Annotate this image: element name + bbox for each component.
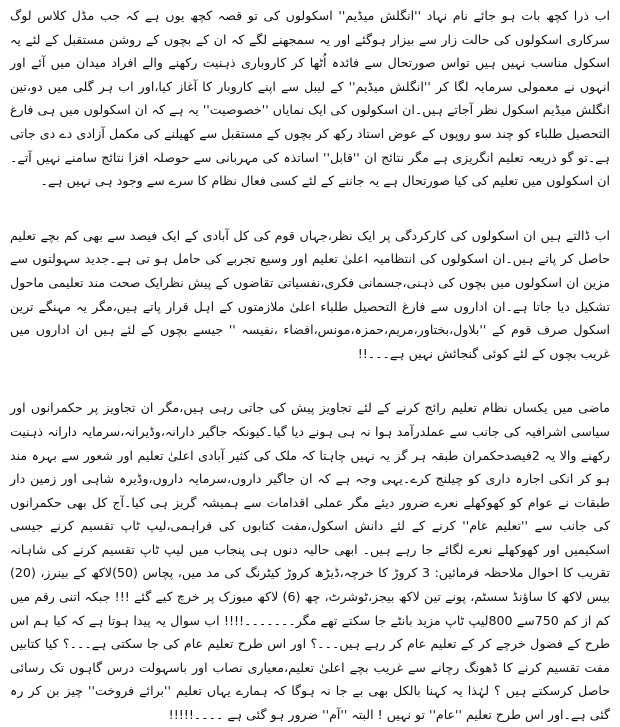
article-paragraph-english-medium-schools: اب ذرا کچھ بات ہو جائے نام نہاد ''انگلش میڈیم'' اسکولوں کی تو قصہ کچھ یوں ہے کہ جب مڈل کلاس لوگ سرکاری اسکولوں کی حالت زار سے بیزار ہوگئے اور یہ سمجھنے لگے کہ ان کے بچوں کے روشن مستقبل کے لئے یہ اسکول مناسب نہیں ہیں تواس صورتحال سے فائدہ اُٹھا کر کاروباری ذہنیت رکھنے والے افراد میدان میں آئے اور انہوں نے معمولی سرمایہ لگا کر ''انگلش میڈیم'' کے لیبل سے اپنے کاروبار کا آغاز کیا،اور اب ہر گلی میں دو،تین انگلش میڈیم اسکول نظر آجاتے ہیں۔ان اسکولوں کی ایک نمایاں ''خصوصیت'' یہ ہے کہ ان اسکولوں میں ہی فارغ التحصیل طلباء کو چند سو روپوں کے عوض استاد رکھ کر بچوں کے مستقبل سے کھیلنے کی مکمل آزادی دے دی جاتی ہے۔تو گو ذریعہ تعلیم انگریزی ہے مگر نتائج ان ''قابل'' اساتذہ کی مہربانی سے حوصلہ افزا نتائج سامنے نہیں آتے۔ان اسکولوں میں تعلیم کی کیا صورتحال ہے یہ جاننے کے لئے کسی فعال نظام کا سرے سے وجود ہی نہیں ہے۔ [10,8,610,189]
article-paragraph-uniform-education: ماضی میں یکساں نظام تعلیم رائج کرنے کے لئے تجاویز پیش کی جاتی رہی ہیں،مگر ان تجاویز پر حکمرانوں اور سیاسی اشرافیہ کی جانب سے عملدرآمد ہوا نہ ہی ہونے دیا گیا۔کیونکہ جاگیر دارانہ،وڈیرانہ،سرمایہ دارانہ ذہنیت رکھنے والا یہ 2فیصدحکمران طبقہ ہر گز یہ نہیں چاہتا کہ ملک کی کثیر آبادی اعلیٰ تعلیم اور شعور سے بہرہ مند ہو کر انکی اجارہ داری کو چیلنج کرے۔یہی وجہ ہے کہ ان جاگیر داروں،سرمایہ داروں،وڈیرہ شاہی اور زمین دار طبقات نے عوام کو کھوکھلے نعرے ضرور دیئے مگر عملی اقدامات سے ہمیشہ گریز ہی کیا۔آج کل بھی حکمرانوں کی جانب سے ''تعلیم عام'' کرنے کے لئے دانش اسکول،مفت کتابوں کی فراہمی،لیپ ٹاپ تقسیم کرنے جیسی اسکیمیں اور کھوکھلے نعرے لگائے جا رہے ہیں۔ ابھی حالیہ دنوں ہی پنجاب میں لیپ ٹاپ تقسیم کرنے کی شاہانہ تقریب کا احوال ملاحظہ فرمائیں: 3 کروڑ کا خرچہ،ڈیڑھ کروڑ کیٹرنگ کی مد میں، پچاس (50)لاکھ کے بینرز، (20) بیس لاکھ کا ساؤنڈ سسٹم، پونے تین لاکھ بیجز،ٹوشرٹ، چھ (6) لاکھ میوزک پر خرچ کیے گئے !!! جبکہ اتنی رقم میں کم از کم 750سے 800لیپ ٹاپ مزید بانٹے جا سکتے تھے مگر۔۔۔۔۔۔۔!!!! اب سوال یہ پیدا ہوتا ہے کہ کیا ہم اس طرح کے فضول خرچے کر کے تعلیم عام کر رہے ہیں۔۔۔؟ اور اس طرح تعلیم عام کی جا سکتی ہے۔۔۔؟ کیا کتابیں مفت تقسیم کرنے کا ڈھونگ رچانے سے غریب بچے اعلیٰ تعلیم،معیاری نصاب اور باسہولت درس گاہوں تک رسائی حاصل کرسکتے ہیں ؟ لہٰذا یہ کہنا بالکل بھی بے جا نہ ہوگا کہ ہمارے یہاں تعلیم ''برائے فروخت'' چیز بن کر رہ گئی ہے۔اور اس طرح تعلیم ''عام'' تو نہیں ! البتہ ''آم'' ضرور ہو گئی ہے ۔۔۔۔!!!!! [10,400,611,723]
article-paragraph-elite-schools: اب ڈالتے ہیں ان اسکولوں کی کارکردگی پر ایک نظر،جہاں قوم کی کل آبادی کے ایک فیصد سے بھی کم بچے تعلیم حاصل کر پاتے ہیں۔ان اسکولوں کی انتظامیہ اعلیٰ تعلیم اور وسیع تجربے کی حامل ہو تی ہے۔جدید سہولتوں سے مزین ان اسکولوں میں بچوں کی ذہنی،جسمانی فکری،نفسیاتی تقاضوں کے پیش نظرایک صحت مند تعلیمی ماحول تشکیل دیا جاتا ہے۔ان اداروں سے فارغ التحصیل طلباء اعلیٰ ملازمتوں کے اہل قرار پاتے ہیں،مگر یہ مہنگے ترین اسکول صرف قوم کے ''بلاول،بختاور،مریم،حمزہ،مونس،افضاء ،نفیسہ '' جیسے بچوں کے لئے ہیں ان اداروں میں غریب بچوں کے لئے کوئی گنجائش نہیں ہے۔۔۔!! [10,227,610,361]
